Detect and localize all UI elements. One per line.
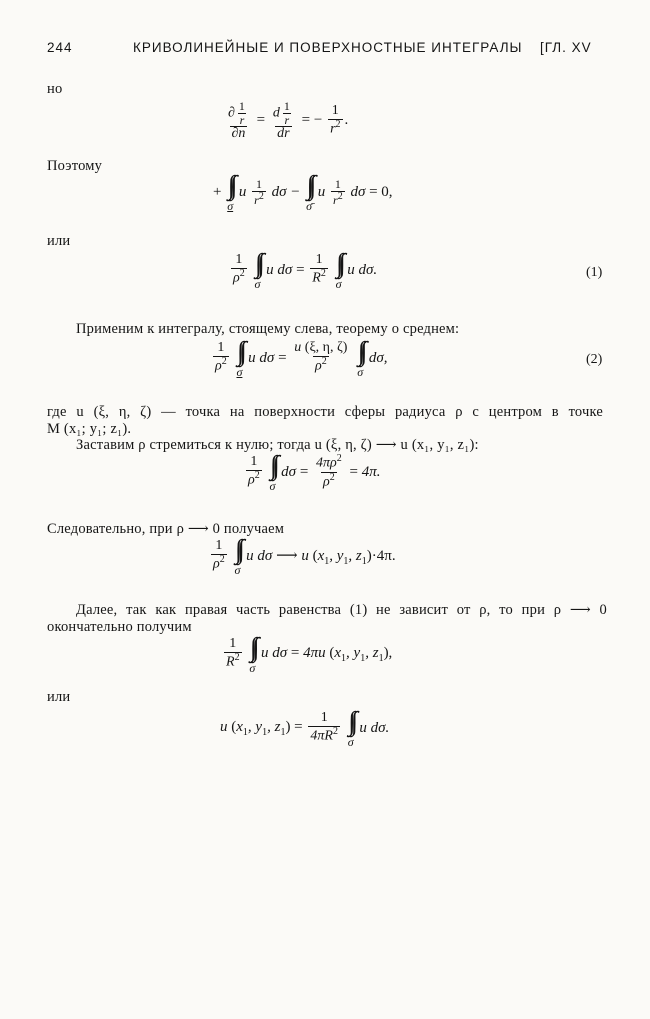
chapter-label: [ГЛ. XV [540, 40, 592, 55]
page-number: 244 [47, 40, 73, 55]
equation-sum-integrals: + ∫∫ σ u $\frac{1}{r^2}$ dσ − ∫∫ σ̄ u $\frac{1}{r^2}$ dσ = 0, [213, 170, 393, 213]
text-poetomu: Поэтому [47, 158, 103, 174]
equation-limit: $\frac{1}{\rho^2}$ ∫∫ σ u dσ ⟶ u ($x_1$, $y_1$, $z_1)\cdot 4\pi$. [213, 534, 396, 577]
equation-1: $\frac{1}{\rho^2}$ ∫∫ σ u dσ = $\frac{1}{R^2}$ ∫∫ σ u dσ. [233, 248, 378, 291]
text-no: но [47, 81, 63, 97]
equation-2: $\frac{1}{\rho^2}$ ∫∫ σ u dσ = $\frac{u (\xi, \eta, \zeta)}{\rho^2}$ ∫∫ σ dσ, [215, 336, 388, 379]
text-zastavim: Заставим ρ стремиться к нулю; тогда u (ξ, η, ζ) ⟶ u (x₁, y₁, z₁): [76, 437, 479, 453]
equation-derivative: ∂ $\frac{1}{r}$ ∂n = d $\frac{1}{r}$ dr = − $\frac{1}{r^2}$ . [228, 99, 349, 142]
equation-sphere-area: $\frac{1}{\rho^2}$ ∫∫ σ dσ = $\frac{4\pi\rho^2}{\rho^2}$ = 4π. [248, 450, 381, 493]
text-gde-line2: M (x₁; y₁; z₁). [47, 421, 132, 437]
text-gde-line1: где u (ξ, η, ζ) — точка на поверхности сферы радиуса ρ с центром в точке [47, 404, 603, 420]
equation-result: $\frac{1}{R^2}$ ∫∫ σ u dσ = 4πu ($x_1$, $y_1$, $z_1$), [226, 632, 393, 675]
equation-1-number: (1) [586, 265, 603, 280]
text-dalee-line2: окончательно получим [47, 619, 192, 635]
equation-2-number: (2) [586, 352, 603, 367]
equation-final: u ($x_1$, $y_1$, $z_1$) = $\frac{1}{4\pi R^2}$ ∫∫ σ u dσ. [220, 706, 390, 749]
text-ili-1: или [47, 233, 71, 249]
text-ili-2: или [47, 689, 71, 705]
text-sledovatelno: Следовательно, при ρ ⟶ 0 получаем [47, 521, 285, 537]
text-primenim: Применим к интегралу, стоящему слева, теорему о среднем: [76, 321, 460, 337]
text-dalee-line1: Далее, так как правая часть равенства (1) не зависит от ρ, то при ρ ⟶ 0 [76, 602, 607, 618]
running-title: КРИВОЛИНЕЙНЫЕ И ПОВЕРХНОСТНЫЕ ИНТЕГРАЛЫ [133, 40, 523, 55]
